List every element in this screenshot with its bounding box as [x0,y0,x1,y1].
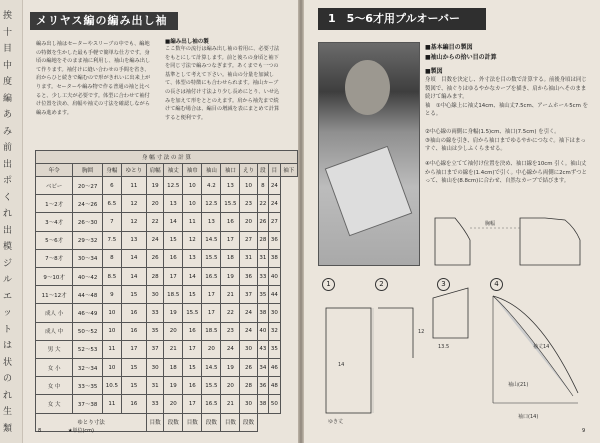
table-row [36,177,298,195]
table-cell: 44 [269,286,280,304]
table-cell: 36 [269,231,280,249]
table-cell: 6.5 [102,195,121,213]
edge-char: 生 [3,407,13,417]
table-footer-cell: ゆとり寸法 [36,413,147,431]
table-title-row [36,151,298,164]
table-cell: 35 [257,286,268,304]
table-cell: 13 [202,213,221,231]
table-header-cell: 身幅 [102,164,121,177]
table-cell: 16 [183,377,202,395]
table-cell: ベビー [36,177,73,195]
table-cell: 10 [183,195,202,213]
table-cell: 女 大 [36,395,73,413]
table-cell: 33 [257,268,268,286]
table-cell: 11 [102,340,121,358]
label-chest-width: 胸幅 [485,221,496,227]
table-cell: 19 [221,359,240,377]
table-cell: 24 [240,304,257,322]
table-cell: 20 [240,213,257,231]
table-footer-cell: 目数 [221,413,240,431]
table-cell: 20 [202,340,221,358]
table-cell: 19 [164,377,183,395]
table-cell: 24 [221,340,240,358]
edge-char: 十 [3,27,13,38]
table-cell: 10 [102,304,121,322]
table-cell: 26〜30 [73,213,102,231]
table-cell: 16 [164,249,183,267]
table-cell: 31 [240,249,257,267]
edge-char: 前 [3,143,13,153]
edge-char: く [3,192,13,203]
table-cell: 46 [269,359,280,377]
table-cell: 17 [202,286,221,304]
table-cell: 14.5 [202,231,221,249]
table-cell: 7〜8才 [36,249,73,267]
table-row [36,359,298,377]
edge-char: は [3,341,13,351]
edge-char: れ [3,209,13,219]
table-header-cell: 袖巾 [183,164,202,177]
table-footer-cell: 目数 [147,413,164,431]
edge-char: 編 [3,93,13,104]
table-cell: 13 [121,231,146,249]
table-title: 身 幅 寸 法 の 計 算 [36,151,298,164]
table-footnote: ★単位(cm) [68,428,95,434]
table-cell: 40 [257,322,268,340]
table-cell: 50〜52 [73,322,102,340]
table-cell: 33 [147,395,164,413]
table-cell: 17 [202,304,221,322]
table-cell: 23 [221,322,240,340]
table-cell: 32〜34 [73,359,102,377]
table-cell: 15.5 [202,377,221,395]
table-cell: 30〜34 [73,249,102,267]
table-cell: 10 [183,177,202,195]
table-cell: 43 [257,340,268,358]
table-cell: 24 [240,322,257,340]
table-row [36,322,298,340]
table-cell: 15 [121,359,146,377]
table-footer-cell: 段数 [240,413,257,431]
table-cell: 15.5 [202,249,221,267]
table-cell: 24 [269,195,280,213]
table-footer-cell: 段数 [202,413,221,431]
table-row [36,268,298,286]
table-cell: 17 [183,340,202,358]
table-cell: 36 [240,268,257,286]
table-cell: 14 [121,268,146,286]
table-cell: 23 [240,195,257,213]
table-cell: 20 [164,395,183,413]
sec-drafting: ■製図 [425,68,443,75]
table-row [36,377,298,395]
table-header-cell: えり [240,164,257,177]
table-cell: 14 [121,249,146,267]
label-14: 14 [338,362,345,368]
body-paragraph: ここ数年の流行は編み出し袖の着用に、必要寸法をもとにして計算します。前と後ろの身頃と袖下を同じ寸法で編みつなぎます。あくまでも一つの基準として考えて下さい。袖山の分量を加減して、体型の特徴にも合わせられます。袖山カーブの長さは袖付け寸法より少し長めにとり、いせ込みを加えて形をととのえます。肩から袖先まで続けて編む場合は、編目の増減を表にまとめて計算すると便利です。 [165,46,280,121]
sec-basic-pattern: ■基本編目の製図 [425,44,473,51]
table-cell: 11〜12才 [36,286,73,304]
edge-char: 目 [3,44,13,54]
table-row [36,213,298,231]
table-cell: 1〜2才 [36,195,73,213]
table-cell: 38 [257,395,268,413]
table-cell: 7 [102,213,121,231]
table-cell: 11 [183,213,202,231]
table-row [36,286,298,304]
table-cell: 31 [147,377,164,395]
table-cell: 3〜4才 [36,213,73,231]
table-cell: 17 [121,340,146,358]
edge-char: の [3,374,13,384]
sec-stitch-calc: ■袖山からの拾い目の計算 [425,54,497,61]
table-cell: 6 [102,177,121,195]
table-cell: 17 [221,231,240,249]
table-cell: 15 [183,359,202,377]
table-cell: 11 [102,395,121,413]
table-cell: 15.5 [183,304,202,322]
table-cell: 33〜35 [73,377,102,395]
edge-char: ジ [3,258,13,269]
table-cell: 44〜48 [73,286,102,304]
table-cell: 21 [221,395,240,413]
table-cell: 19 [164,304,183,322]
table-cell: 24 [147,231,164,249]
table-row [36,395,298,413]
table-cell: 12 [121,195,146,213]
table-header-cell: 袖山 [202,164,221,177]
table-cell: 8.5 [102,268,121,286]
page-number-left: 8 [38,428,42,434]
table-header-cell: 袖口 [221,164,240,177]
table-cell: 48 [269,377,280,395]
drafting-text-2: ②中心線の両側に身幅(1.5)cm、袖口(7.5cm) を引く。 ③袖山の線を引き、肩から袖口までゆるやかにつなぐ。袖下はまっすぐ、袖山は少しふくらませる。 [425,129,586,153]
table-cell: 12 [183,231,202,249]
table-cell: 16.5 [202,268,221,286]
table-row [36,304,298,322]
table-cell: 13 [164,195,183,213]
table-cell: 9〜10才 [36,268,73,286]
table-cell: 30 [269,304,280,322]
table-cell: 18.5 [164,286,183,304]
table-cell: 21 [221,286,240,304]
table-cell: 8 [102,249,121,267]
table-cell: 10 [102,322,121,340]
table-cell: 9 [102,286,121,304]
table-cell: 15 [183,286,202,304]
table-cell: 11 [121,177,146,195]
table-cell: 27 [269,213,280,231]
diagram-marker-2: 2 [375,278,388,291]
table-cell: 30 [240,395,257,413]
table-cell: 5〜6才 [36,231,73,249]
child-face [345,60,390,115]
table-cell: 20 [221,377,240,395]
table-cell: 22 [221,304,240,322]
edge-char: あ [3,110,13,120]
left-page [0,0,298,443]
table-cell: 16 [121,395,146,413]
table-cell: 8 [257,177,268,195]
table-cell: 26 [147,249,164,267]
edge-char: 出 [3,159,13,170]
label-12: 12 [418,329,425,335]
table-cell: 15.5 [221,195,240,213]
edge-char: 度 [3,77,13,87]
edge-char: 模 [3,242,13,252]
left-page-title: メリヤス編の編み出し袖 [30,12,178,30]
table-cell: 22 [257,195,268,213]
table-cell: 10 [240,177,257,195]
table-cell: 30 [147,359,164,377]
intro-paragraph: 編み出し袖はセーターやスリーブの中でも、編地の特徴を生かした最も手軽で簡単な仕方です。身頃の編地をそのまま袖に利用し、袖山を編み出して作ります。袖付けに縫い合わせの手間を省き、肩からひと続きで編むので形がきれいに出来上がります。セーターや編み物で作る普通の袖と比べると、少し工夫が必要です。体型に合わせて袖付け位置を決め、肩幅や袖丈の寸法を確認しながら編み進めます。 [36,41,151,116]
table-cell: 28 [240,377,257,395]
right-page-title: 1 5〜6才用プルオーバー [318,8,486,30]
table-cell: 24 [269,177,280,195]
edge-char: 中 [3,60,13,71]
table-cell: 12.5 [202,195,221,213]
size-table [35,150,298,432]
table-cell: 46〜49 [73,304,102,322]
diagram-marker-1: 1 [322,278,335,291]
label-yuki: ゆき丈 [328,419,344,425]
edge-char: ト [3,324,13,335]
table-cell: 10 [102,359,121,377]
diagram-marker-4: 4 [490,278,503,291]
section-title: ■編み出し袖の製 [165,39,209,45]
table-cell: 37〜38 [73,395,102,413]
table-row [36,340,298,358]
table-cell: 35 [147,322,164,340]
label-cuff: 袖口(14) [518,414,539,420]
table-cell: 男 大 [36,340,73,358]
table-cell: 20 [164,322,183,340]
table-cell: 29〜32 [73,231,102,249]
table-cell: 15 [121,377,146,395]
table-cell: 34 [257,359,268,377]
edge-char: 出 [3,225,13,236]
bodice-pattern-diagram [425,210,595,270]
table-cell: 18.5 [202,322,221,340]
table-row [36,249,298,267]
table-cell: 16 [121,304,146,322]
drafting-text-1: 身頃 目数を決定し、外寸法を目の数で計算する。前後身頃は同じ製図で、袖ぐりはゆるやかなカーブを描き、肩から袖山へそのまま続けて編みます。 袖 ①中心線上に袖丈14cm、袖山丈7.5cm、アームホール5cm をとる。 [425,77,588,118]
table-cell: 18 [164,359,183,377]
table-row [36,231,298,249]
table-cell: 18 [221,249,240,267]
table-header-cell: 段 [257,164,268,177]
diagram-marker-3: 3 [437,278,450,291]
table-cell: 16 [221,213,240,231]
table-cell: 35 [269,340,280,358]
table-header-cell: 目 [269,164,280,177]
table-footer-cell: 目数 [183,413,202,431]
label-sleeve-length: 袖丈14 [533,344,550,350]
table-header-cell: 袖下 [280,164,297,177]
table-cell: 女 中 [36,377,73,395]
edge-char: ッ [3,308,13,318]
table-header-cell: 袖丈 [164,164,183,177]
table-header-cell: 胸囲 [73,164,102,177]
table-cell: 30 [147,286,164,304]
page-number-right: 9 [582,428,586,434]
table-cell: 40〜42 [73,268,102,286]
table-cell: 16 [121,322,146,340]
edge-char: ル [3,275,13,285]
table-cell: 37 [147,340,164,358]
table-cell: 14 [183,268,202,286]
table-cell: 52〜53 [73,340,102,358]
table-cell: 28 [257,231,268,249]
table-cell: 37 [240,286,257,304]
drafting-text-3: ④中心線を立てて袖付け位置を決め、袖口線を10cm 引く。袖山丈から袖口までの線を(1.4cm)で引く。中心線から両側に2cmずつとって、袖山を(8.8cm)に合わせ、自然なカーブで結びます。 [425,161,587,185]
table-cell: 7.5 [102,231,121,249]
table-cell: 19 [147,177,164,195]
table-cell: 20〜27 [73,177,102,195]
table-cell: 36 [257,377,268,395]
edge-char: エ [3,291,13,302]
table-cell: 10.5 [102,377,121,395]
table-cell: 30 [240,340,257,358]
table-cell: 12 [121,213,146,231]
table-cell: 女 小 [36,359,73,377]
edge-char: ポ [3,176,13,186]
table-cell: 16 [183,322,202,340]
table-cell: 17 [183,395,202,413]
label-13-5: 13.5 [438,344,450,350]
table-header-cell: 年令 [36,164,73,177]
table-cell: 13 [183,249,202,267]
table-cell: 19 [221,268,240,286]
table-cell: 31 [257,249,268,267]
table-cell: 成人 小 [36,304,73,322]
table-cell: 40 [269,268,280,286]
table-cell: 38 [257,304,268,322]
table-cell: 33 [147,304,164,322]
edge-char: み [3,126,13,137]
table-header-cell: 肩幅 [147,164,164,177]
table-cell: 28 [147,268,164,286]
table-cell: 38 [269,249,280,267]
table-cell: 24〜26 [73,195,102,213]
table-footer-cell: 段数 [164,413,183,431]
table-cell: 32 [269,322,280,340]
sleeve-pattern-diagram [318,278,598,428]
table-cell: 成人 中 [36,322,73,340]
table-cell: 27 [240,231,257,249]
table-cell: 15 [164,231,183,249]
table-cell: 26 [240,359,257,377]
edge-char: 状 [3,357,13,368]
table-cell: 16.5 [202,395,221,413]
previous-page-edge [0,0,23,443]
table-header-cell: ゆとり [121,164,146,177]
table-cell: 17 [164,268,183,286]
table-cell: 22 [147,213,164,231]
table-cell: 14.5 [202,359,221,377]
label-sleeve-cap: 袖山(21) [508,382,529,388]
table-cell: 15 [121,286,146,304]
edge-char: れ [3,390,13,401]
table-header-row [36,164,298,177]
edge-char: 類 [3,423,13,434]
edge-char: 挨 [3,11,13,21]
table-cell: 50 [269,395,280,413]
table-cell: 21 [164,340,183,358]
table-cell: 20 [147,195,164,213]
table-row [36,195,298,213]
table-cell: 12.5 [164,177,183,195]
table-cell: 14 [164,213,183,231]
table-cell: 4.2 [202,177,221,195]
table-cell: 13 [221,177,240,195]
table-cell: 26 [257,213,268,231]
